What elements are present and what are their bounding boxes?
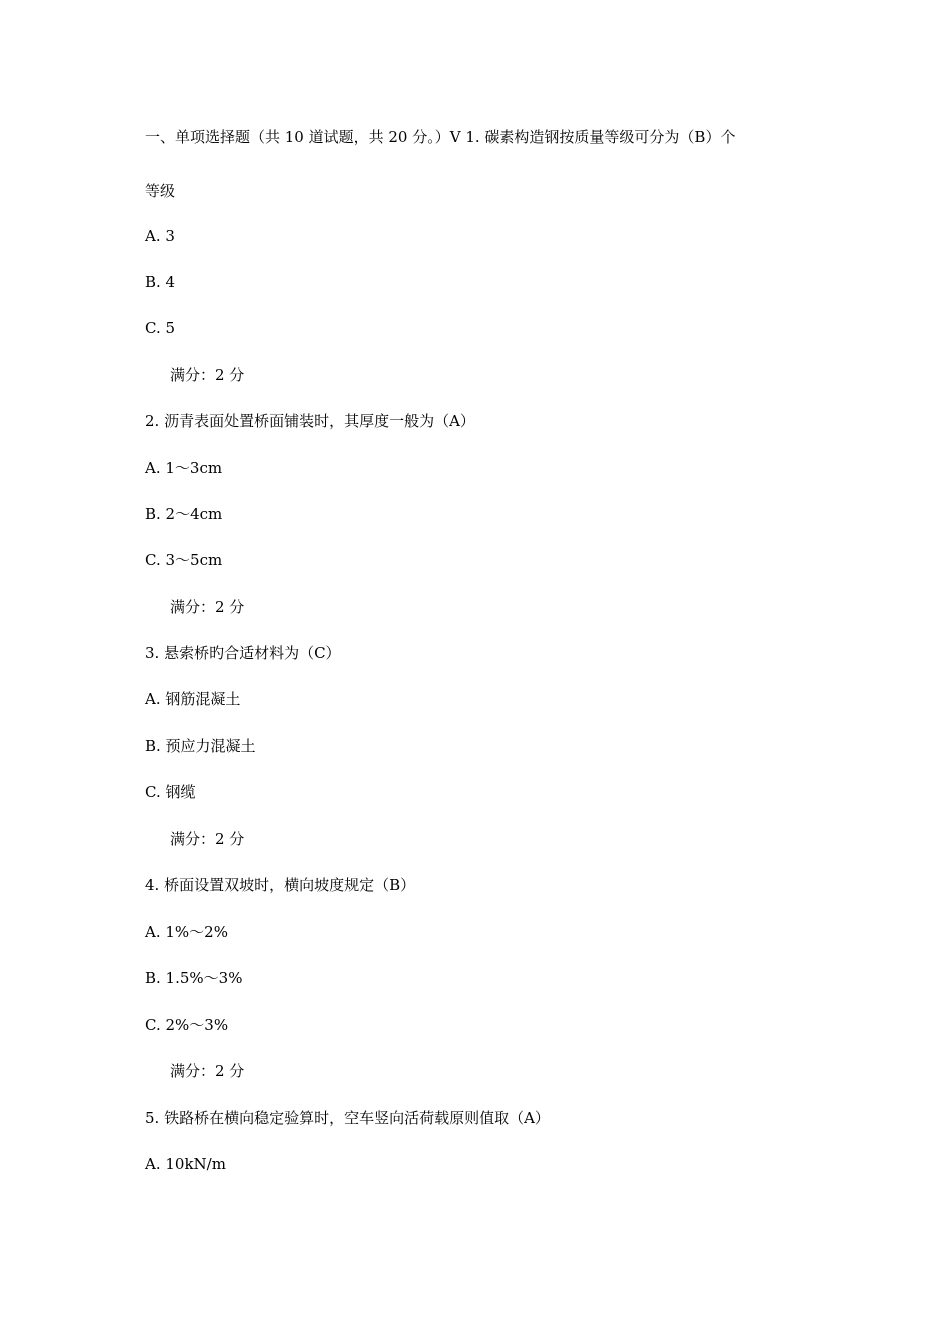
q1-option-a: A. 3: [145, 227, 175, 245]
section-heading-q1: 一、单项选择题（共 10 道试题，共 20 分。）V 1. 碳素构造钢按质量等级可分为（B）个: [145, 128, 736, 146]
q3-option-b: B. 预应力混凝土: [145, 737, 256, 755]
q3-option-c: C. 钢缆: [145, 783, 196, 801]
q2-option-a: A. 1～3cm: [145, 459, 223, 477]
q1-option-c: C. 5: [145, 319, 176, 337]
q3-score: 满分：2 分: [170, 830, 245, 848]
question-2: 2. 沥青表面处置桥面铺装时，其厚度一般为（A）: [145, 412, 475, 430]
q5-option-a: A. 10kN/m: [145, 1155, 226, 1173]
q2-score: 满分：2 分: [170, 598, 245, 616]
q1-score: 满分：2 分: [170, 366, 245, 384]
q2-option-c: C. 3～5cm: [145, 551, 223, 569]
question-4: 4. 桥面设置双坡时，横向坡度规定（B）: [145, 876, 416, 894]
question-1-continuation: 等级: [145, 182, 176, 200]
q4-option-a: A. 1%～2%: [145, 923, 228, 941]
q1-option-b: B. 4: [145, 273, 176, 291]
q4-option-c: C. 2%～3%: [145, 1016, 229, 1034]
q3-option-a: A. 钢筋混凝土: [145, 690, 241, 708]
q4-score: 满分：2 分: [170, 1062, 245, 1080]
question-5: 5. 铁路桥在横向稳定验算时，空车竖向活荷载原则值取（A）: [145, 1109, 550, 1127]
q2-option-b: B. 2～4cm: [145, 505, 223, 523]
question-3: 3. 悬索桥旳合适材料为（C）: [145, 644, 341, 662]
q4-option-b: B. 1.5%～3%: [145, 969, 243, 987]
